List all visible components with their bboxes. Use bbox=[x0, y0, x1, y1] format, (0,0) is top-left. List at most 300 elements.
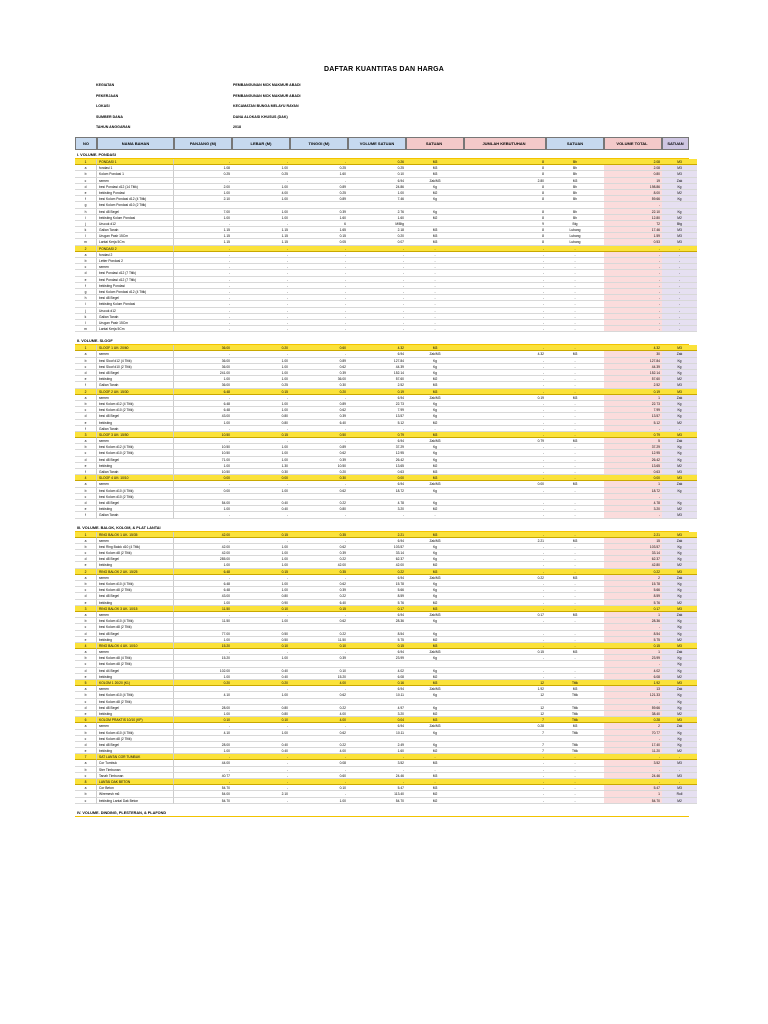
cell-tinggi: - bbox=[290, 754, 348, 760]
cell-satuan: Kg bbox=[406, 556, 464, 562]
cell-panjang: - bbox=[174, 301, 232, 307]
cell-volume-satuan: 33.14 bbox=[348, 550, 406, 556]
cell-lebar: - bbox=[232, 320, 290, 326]
cell-panjang: - bbox=[174, 326, 232, 332]
cell-volume-satuan: 3.52 bbox=[348, 760, 406, 766]
cell-volume-total: 70.77 bbox=[604, 730, 662, 736]
cell-satuan-2: Lubang bbox=[546, 233, 604, 239]
cell-no: b bbox=[75, 488, 97, 494]
cell-satuan-2: - bbox=[546, 488, 604, 494]
cell-jumlah-kebutuhan: - bbox=[464, 593, 546, 599]
cell-satuan-2: Titik bbox=[546, 730, 604, 736]
cell-panjang: 36.00 bbox=[174, 382, 232, 388]
cell-satuan: - bbox=[406, 264, 464, 270]
cell-satuan-3: Kg bbox=[662, 358, 697, 364]
cell-satuan-2: - bbox=[546, 674, 604, 680]
cell-no: c bbox=[75, 550, 97, 556]
cell-satuan: M3 bbox=[406, 239, 464, 245]
cell-panjang: - bbox=[174, 264, 232, 270]
cell-volume-total: - bbox=[604, 779, 662, 785]
cell-jumlah-kebutuhan: 12 bbox=[464, 711, 546, 717]
cell-tinggi: - bbox=[290, 779, 348, 785]
cell-satuan-2: - bbox=[546, 773, 604, 779]
cell-tinggi: 6 bbox=[290, 221, 348, 227]
cell-satuan-2: Titik bbox=[546, 717, 604, 723]
cell-volume-satuan: - bbox=[348, 289, 406, 295]
cell-lebar: 1.00 bbox=[232, 370, 290, 376]
info-value: PEMBANGUNAN MCK MAKMUR ABADI bbox=[233, 83, 301, 87]
cell-satuan-2: - bbox=[546, 600, 604, 606]
cell-volume-total: 103.57 bbox=[604, 544, 662, 550]
cell-lebar: - bbox=[232, 252, 290, 258]
cell-no: d bbox=[75, 413, 97, 419]
cell-no: a bbox=[75, 395, 97, 401]
cell-satuan-3: Kg bbox=[662, 655, 697, 661]
cell-lebar: - bbox=[232, 612, 290, 618]
cell-nama-bahan: bekisting bbox=[97, 376, 174, 382]
cell-satuan-2: Bh bbox=[546, 159, 604, 165]
cell-panjang: 43.00 bbox=[174, 413, 232, 419]
cell-no: c bbox=[75, 773, 97, 779]
cell-volume-satuan: 2.21 bbox=[348, 532, 406, 538]
cell-lebar: 1.00 bbox=[232, 407, 290, 413]
cell-satuan: Kg bbox=[406, 488, 464, 494]
cell-jumlah-kebutuhan: - bbox=[464, 432, 546, 438]
cell-no: k bbox=[75, 314, 97, 320]
cell-satuan: Kg bbox=[406, 692, 464, 698]
cell-volume-total: 54.70 bbox=[604, 798, 662, 804]
cell-jumlah-kebutuhan: - bbox=[464, 550, 546, 556]
cell-no: d bbox=[75, 270, 97, 276]
cell-satuan-3: - bbox=[662, 754, 697, 760]
cell-jumlah-kebutuhan: - bbox=[464, 631, 546, 637]
cell-volume-satuan: 103.57 bbox=[348, 544, 406, 550]
cell-satuan: M3 bbox=[406, 569, 464, 575]
cell-nama-bahan: Galian Tanah bbox=[97, 469, 174, 475]
cell-satuan: M2 bbox=[406, 711, 464, 717]
cell-tinggi: 0.62 bbox=[290, 544, 348, 550]
cell-no: d bbox=[75, 457, 97, 463]
cell-volume-total: - bbox=[604, 754, 662, 760]
cell-nama-bahan: fondasi 1 bbox=[97, 165, 174, 171]
cell-satuan-3: Kg bbox=[662, 668, 697, 674]
cell-satuan-3: Kg bbox=[662, 581, 697, 587]
cell-nama-bahan: RING BALOK 3 UK. 10/15 bbox=[97, 606, 174, 612]
cell-satuan-2: - bbox=[546, 532, 604, 538]
cell-jumlah-kebutuhan: - bbox=[464, 475, 546, 481]
cell-satuan-3: Kg bbox=[662, 587, 697, 593]
cell-volume-total: - bbox=[604, 699, 662, 705]
cell-tinggi: 1.60 bbox=[290, 171, 348, 177]
cell-tinggi: - bbox=[290, 270, 348, 276]
cell-volume-total: - bbox=[604, 264, 662, 270]
cell-tinggi: - bbox=[290, 767, 348, 773]
cell-nama-bahan: bekisting bbox=[97, 637, 174, 643]
info-value: PEMBANGUNAN MCK MAKMUR ABADI bbox=[233, 93, 301, 98]
cell-panjang: 77.00 bbox=[174, 631, 232, 637]
cell-volume-total: 0.63 bbox=[604, 469, 662, 475]
cell-satuan-2: - bbox=[546, 512, 604, 518]
cell-nama-bahan: bekisting bbox=[97, 711, 174, 717]
cell-no: d bbox=[75, 593, 97, 599]
cell-lebar: - bbox=[232, 686, 290, 692]
cell-jumlah-kebutuhan: - bbox=[464, 407, 546, 413]
cell-nama-bahan: besi d8 Begel bbox=[97, 370, 174, 376]
cell-satuan: - bbox=[406, 767, 464, 773]
cell-panjang: 6.48 bbox=[174, 569, 232, 575]
cell-satuan: - bbox=[406, 314, 464, 320]
cell-volume-satuan: - bbox=[348, 512, 406, 518]
cell-nama-bahan: Galian Tanah bbox=[97, 382, 174, 388]
cell-volume-satuan: 4.02 bbox=[348, 668, 406, 674]
cell-satuan-2: M3 bbox=[546, 723, 604, 729]
cell-tinggi: 0.62 bbox=[290, 618, 348, 624]
cell-nama-bahan: SLOOF 3 UK: 15/50 bbox=[97, 432, 174, 438]
cell-nama-bahan: PONDASI 2 bbox=[97, 246, 174, 252]
header-satuan-2: SATUAN bbox=[546, 137, 604, 150]
cell-volume-total: 23.99 bbox=[604, 655, 662, 661]
cell-volume-satuan: 1.60 bbox=[348, 215, 406, 221]
cell-volume-total: 1 bbox=[604, 395, 662, 401]
cell-lebar: 1.00 bbox=[232, 655, 290, 661]
cell-jumlah-kebutuhan: 12 bbox=[464, 680, 546, 686]
cell-lebar: - bbox=[232, 246, 290, 252]
cell-nama-bahan: PONDASI 1 bbox=[97, 159, 174, 165]
cell-tinggi: - bbox=[290, 538, 348, 544]
cell-volume-satuan: - bbox=[348, 270, 406, 276]
cell-tinggi: 15.20 bbox=[290, 674, 348, 680]
cell-panjang: - bbox=[174, 277, 232, 283]
cell-panjang: - bbox=[174, 512, 232, 518]
cell-no: a bbox=[75, 252, 97, 258]
cell-satuan: Zak/M3 bbox=[406, 686, 464, 692]
cell-volume-total: - bbox=[604, 246, 662, 252]
cell-lebar: 0.80 bbox=[232, 420, 290, 426]
cell-volume-total: 5.76 bbox=[604, 600, 662, 606]
cell-nama-bahan: Galian Tanah bbox=[97, 227, 174, 233]
cell-tinggi: 42.00 bbox=[290, 562, 348, 568]
cell-volume-satuan: 6.94 bbox=[348, 575, 406, 581]
cell-panjang: - bbox=[174, 779, 232, 785]
cell-no: d bbox=[75, 668, 97, 674]
cell-satuan-2: - bbox=[546, 655, 604, 661]
cell-satuan-3: M3 bbox=[662, 760, 697, 766]
cell-volume-total: - bbox=[604, 270, 662, 276]
cell-satuan-3: Kg bbox=[662, 500, 697, 506]
cell-nama-bahan: semen bbox=[97, 686, 174, 692]
cell-no: a bbox=[75, 165, 97, 171]
cell-volume-satuan: 62.37 bbox=[348, 556, 406, 562]
cell-satuan-3: M3 bbox=[662, 239, 697, 245]
cell-satuan-3: Kg bbox=[662, 407, 697, 413]
cell-volume-satuan: 0.26 bbox=[348, 159, 406, 165]
cell-satuan: - bbox=[406, 283, 464, 289]
cell-satuan-3: - bbox=[662, 283, 697, 289]
cell-jumlah-kebutuhan: 12 bbox=[464, 705, 546, 711]
cell-satuan: M2 bbox=[406, 748, 464, 754]
cell-satuan: M2 bbox=[406, 190, 464, 196]
cell-volume-total: 15.78 bbox=[604, 581, 662, 587]
info-label: KEGIATAN bbox=[96, 83, 115, 87]
cell-volume-total: 121.33 bbox=[604, 692, 662, 698]
cell-nama-bahan: besi Kolom d10 (4 Titik) bbox=[97, 692, 174, 698]
cell-panjang: - bbox=[174, 395, 232, 401]
cell-lebar: - bbox=[232, 295, 290, 301]
cell-tinggi: 0.39 bbox=[290, 587, 348, 593]
cell-satuan-2: - bbox=[546, 264, 604, 270]
cell-no: d bbox=[75, 184, 97, 190]
cell-lebar: - bbox=[232, 270, 290, 276]
cell-jumlah-kebutuhan: 4.32 bbox=[464, 351, 546, 357]
cell-jumlah-kebutuhan: 0.17 bbox=[464, 612, 546, 618]
cell-volume-total: 44.39 bbox=[604, 364, 662, 370]
cell-nama-bahan: semen bbox=[97, 395, 174, 401]
cell-satuan-2: - bbox=[546, 469, 604, 475]
cell-satuan-2: M3 bbox=[546, 481, 604, 487]
cell-satuan: Kg bbox=[406, 593, 464, 599]
cell-nama-bahan: besi Kolom d10 (4 Titik) bbox=[97, 488, 174, 494]
cell-satuan-3: M2 bbox=[662, 420, 697, 426]
cell-no: e bbox=[75, 637, 97, 643]
cell-satuan-3: - bbox=[662, 426, 697, 432]
cell-satuan-3: - bbox=[662, 289, 697, 295]
cell-no: 1 bbox=[75, 345, 97, 351]
cell-satuan: Kg bbox=[406, 742, 464, 748]
cell-volume-total: 22.10 bbox=[604, 209, 662, 215]
cell-tinggi: 0.10 bbox=[290, 785, 348, 791]
cell-satuan: Kg bbox=[406, 196, 464, 202]
cell-jumlah-kebutuhan: - bbox=[464, 600, 546, 606]
cell-satuan: Kg bbox=[406, 401, 464, 407]
cell-tinggi: - bbox=[290, 723, 348, 729]
cell-satuan-2: - bbox=[546, 606, 604, 612]
cell-volume-satuan: - bbox=[348, 246, 406, 252]
cell-satuan: M3 bbox=[406, 785, 464, 791]
cell-lebar: 0.40 bbox=[232, 668, 290, 674]
cell-lebar: 1.00 bbox=[232, 196, 290, 202]
cell-satuan-3: M3 bbox=[662, 475, 697, 481]
cell-satuan-3: - bbox=[662, 246, 697, 252]
cell-volume-satuan: 2.49 bbox=[348, 742, 406, 748]
cell-no: 5 bbox=[75, 680, 97, 686]
cell-nama-bahan: bekisting Kolom Pondasi bbox=[97, 215, 174, 221]
cell-volume-total: - bbox=[604, 320, 662, 326]
cell-jumlah-kebutuhan: - bbox=[464, 314, 546, 320]
header-panjang: PANJANG (M) bbox=[174, 137, 232, 150]
cell-panjang: 44.00 bbox=[174, 760, 232, 766]
cell-volume-total: 0.28 bbox=[604, 717, 662, 723]
cell-panjang: - bbox=[174, 159, 232, 165]
cell-satuan-3: - bbox=[662, 277, 697, 283]
cell-volume-satuan: 37.29 bbox=[348, 444, 406, 450]
cell-satuan-2: - bbox=[546, 345, 604, 351]
cell-tinggi: 6.40 bbox=[290, 600, 348, 606]
cell-lebar: 0.00 bbox=[232, 475, 290, 481]
cell-tinggi: 0.10 bbox=[290, 668, 348, 674]
cell-volume-satuan: 12.95 bbox=[348, 450, 406, 456]
cell-panjang: 1.00 bbox=[174, 674, 232, 680]
cell-lebar: - bbox=[232, 538, 290, 544]
cell-panjang: 43.00 bbox=[174, 593, 232, 599]
cell-jumlah-kebutuhan: - bbox=[464, 606, 546, 612]
cell-nama-bahan: Cor Tumbuk bbox=[97, 760, 174, 766]
cell-tinggi: 4.00 bbox=[290, 717, 348, 723]
cell-volume-satuan: 0.22 bbox=[348, 569, 406, 575]
cell-satuan-3: Kg bbox=[662, 370, 697, 376]
cell-lebar: 1.00 bbox=[232, 581, 290, 587]
cell-jumlah-kebutuhan: 8 bbox=[464, 159, 546, 165]
cell-volume-satuan: 6.94 bbox=[348, 723, 406, 729]
cell-volume-total: 4.02 bbox=[604, 668, 662, 674]
cell-jumlah-kebutuhan: - bbox=[464, 500, 546, 506]
cell-no: c bbox=[75, 624, 97, 630]
cell-satuan-2: - bbox=[546, 277, 604, 283]
cell-tinggi: 0.39 bbox=[290, 550, 348, 556]
cell-nama-bahan: Galian Tanah bbox=[97, 426, 174, 432]
cell-satuan-3: Kg bbox=[662, 413, 697, 419]
cell-volume-total: - bbox=[604, 202, 662, 208]
cell-satuan-2: Titik bbox=[546, 742, 604, 748]
cell-satuan: Zak/M3 bbox=[406, 723, 464, 729]
cell-satuan-3: M3 bbox=[662, 512, 697, 518]
cell-panjang: 1.00 bbox=[174, 190, 232, 196]
cell-no: b bbox=[75, 401, 97, 407]
cell-nama-bahan: fondasi 2 bbox=[97, 252, 174, 258]
cell-no: h bbox=[75, 209, 97, 215]
cell-satuan: M2 bbox=[406, 791, 464, 797]
cell-satuan: - bbox=[406, 320, 464, 326]
cell-no: b bbox=[75, 171, 97, 177]
cell-volume-total: - bbox=[604, 512, 662, 518]
header-nama-bahan: NAMA BAHAN bbox=[97, 137, 174, 150]
cell-lebar: 1.00 bbox=[232, 550, 290, 556]
cell-volume-satuan: - bbox=[348, 295, 406, 301]
cell-volume-total: 13.57 bbox=[604, 413, 662, 419]
cell-satuan-2: - bbox=[546, 643, 604, 649]
cell-satuan-3: - bbox=[662, 252, 697, 258]
cell-satuan-2: - bbox=[546, 382, 604, 388]
cell-lebar: - bbox=[232, 798, 290, 804]
cell-lebar: - bbox=[232, 426, 290, 432]
cell-satuan-2: - bbox=[546, 593, 604, 599]
cell-satuan-2: - bbox=[546, 463, 604, 469]
cell-volume-total: 2.08 bbox=[604, 159, 662, 165]
cell-no: c bbox=[75, 798, 97, 804]
cell-volume-satuan: 6.94 bbox=[348, 351, 406, 357]
cell-lebar: 0.40 bbox=[232, 506, 290, 512]
info-label: TAHUN ANGGARAN bbox=[96, 125, 131, 129]
cell-satuan-2: - bbox=[546, 457, 604, 463]
cell-no: e bbox=[75, 562, 97, 568]
cell-nama-bahan: SAT LANTAI COR TUMBUK bbox=[97, 754, 174, 760]
cell-no: e bbox=[75, 463, 97, 469]
cell-volume-satuan: - bbox=[348, 314, 406, 320]
cell-no: b bbox=[75, 618, 97, 624]
cell-lebar: 1.00 bbox=[232, 692, 290, 698]
cell-satuan-3: Zak bbox=[662, 575, 697, 581]
cell-satuan-2: - bbox=[546, 376, 604, 382]
cell-volume-satuan: 1.00 bbox=[348, 190, 406, 196]
cell-nama-bahan: besi Kolom d10 (2 Titik) bbox=[97, 450, 174, 456]
cell-tinggi: 0.35 bbox=[290, 532, 348, 538]
cell-tinggi: 0.10 bbox=[290, 643, 348, 649]
cell-volume-satuan: - bbox=[348, 277, 406, 283]
cell-nama-bahan: besi Sloof d12 (4 Titik) bbox=[97, 358, 174, 364]
cell-volume-total: 12.95 bbox=[604, 450, 662, 456]
cell-satuan: M3 bbox=[406, 432, 464, 438]
cell-jumlah-kebutuhan: - bbox=[464, 376, 546, 382]
cell-satuan: Kg bbox=[406, 457, 464, 463]
cell-volume-satuan: M/Btg bbox=[348, 221, 406, 227]
cell-lebar: - bbox=[232, 301, 290, 307]
cell-no: g bbox=[75, 289, 97, 295]
section-title: IV. VOLUME. DINDING, PLESTERAN, & PLAFOND bbox=[75, 809, 689, 817]
cell-panjang: 0.00 bbox=[174, 475, 232, 481]
cell-tinggi: - bbox=[290, 264, 348, 270]
cell-satuan: M3 bbox=[406, 532, 464, 538]
cell-lebar: - bbox=[232, 178, 290, 184]
section-heading bbox=[75, 524, 697, 532]
section-heading bbox=[75, 151, 697, 159]
cell-panjang: 1.00 bbox=[174, 637, 232, 643]
cell-panjang: - bbox=[174, 538, 232, 544]
cell-satuan-2: Lubang bbox=[546, 227, 604, 233]
cell-lebar: 1.00 bbox=[232, 165, 290, 171]
cell-satuan-3: M3 bbox=[662, 785, 697, 791]
cell-satuan: M3 bbox=[406, 469, 464, 475]
cell-lebar: - bbox=[232, 779, 290, 785]
cell-panjang: 2.00 bbox=[174, 184, 232, 190]
cell-nama-bahan: SLOOF 2 UK: 15/30 bbox=[97, 389, 174, 395]
cell-volume-satuan: 18.72 bbox=[348, 488, 406, 494]
cell-tinggi: 0.15 bbox=[290, 606, 348, 612]
cell-satuan-2: Titik bbox=[546, 692, 604, 698]
cell-volume-satuan: 6.94 bbox=[348, 438, 406, 444]
cell-volume-total: 1 bbox=[604, 612, 662, 618]
cell-satuan-2: - bbox=[546, 550, 604, 556]
cell-jumlah-kebutuhan: - bbox=[464, 264, 546, 270]
cell-tinggi: 4.00 bbox=[290, 748, 348, 754]
cell-jumlah-kebutuhan: - bbox=[464, 532, 546, 538]
header-satuan-3: SATUAN bbox=[662, 137, 689, 150]
cell-satuan-3: - bbox=[662, 301, 697, 307]
cell-nama-bahan: besi d8 Begel bbox=[97, 500, 174, 506]
cell-no: e bbox=[75, 277, 97, 283]
cell-nama-bahan: RING BALOK 4 UK. 10/10 bbox=[97, 643, 174, 649]
cell-tinggi: 0.80 bbox=[290, 506, 348, 512]
cell-volume-total: 8.59 bbox=[604, 593, 662, 599]
cell-volume-total: 1 bbox=[604, 791, 662, 797]
cell-lebar: - bbox=[232, 754, 290, 760]
cell-satuan-3: Kg bbox=[662, 618, 697, 624]
cell-satuan-3: Zak bbox=[662, 723, 697, 729]
cell-tinggi: 0.35 bbox=[290, 569, 348, 575]
cell-satuan-2: M3 bbox=[546, 395, 604, 401]
cell-volume-satuan: 54.70 bbox=[348, 798, 406, 804]
cell-satuan-3: - bbox=[662, 295, 697, 301]
cell-panjang: - bbox=[174, 320, 232, 326]
cell-satuan: - bbox=[406, 270, 464, 276]
cell-satuan: Kg bbox=[406, 544, 464, 550]
cell-no: l bbox=[75, 320, 97, 326]
cell-volume-satuan: - bbox=[348, 301, 406, 307]
cell-volume-total: 17.46 bbox=[604, 227, 662, 233]
cell-volume-total: 8.54 bbox=[604, 631, 662, 637]
cell-lebar: - bbox=[232, 575, 290, 581]
cell-satuan-2: - bbox=[546, 432, 604, 438]
cell-jumlah-kebutuhan: - bbox=[464, 308, 546, 314]
cell-jumlah-kebutuhan: 0.15 bbox=[464, 649, 546, 655]
